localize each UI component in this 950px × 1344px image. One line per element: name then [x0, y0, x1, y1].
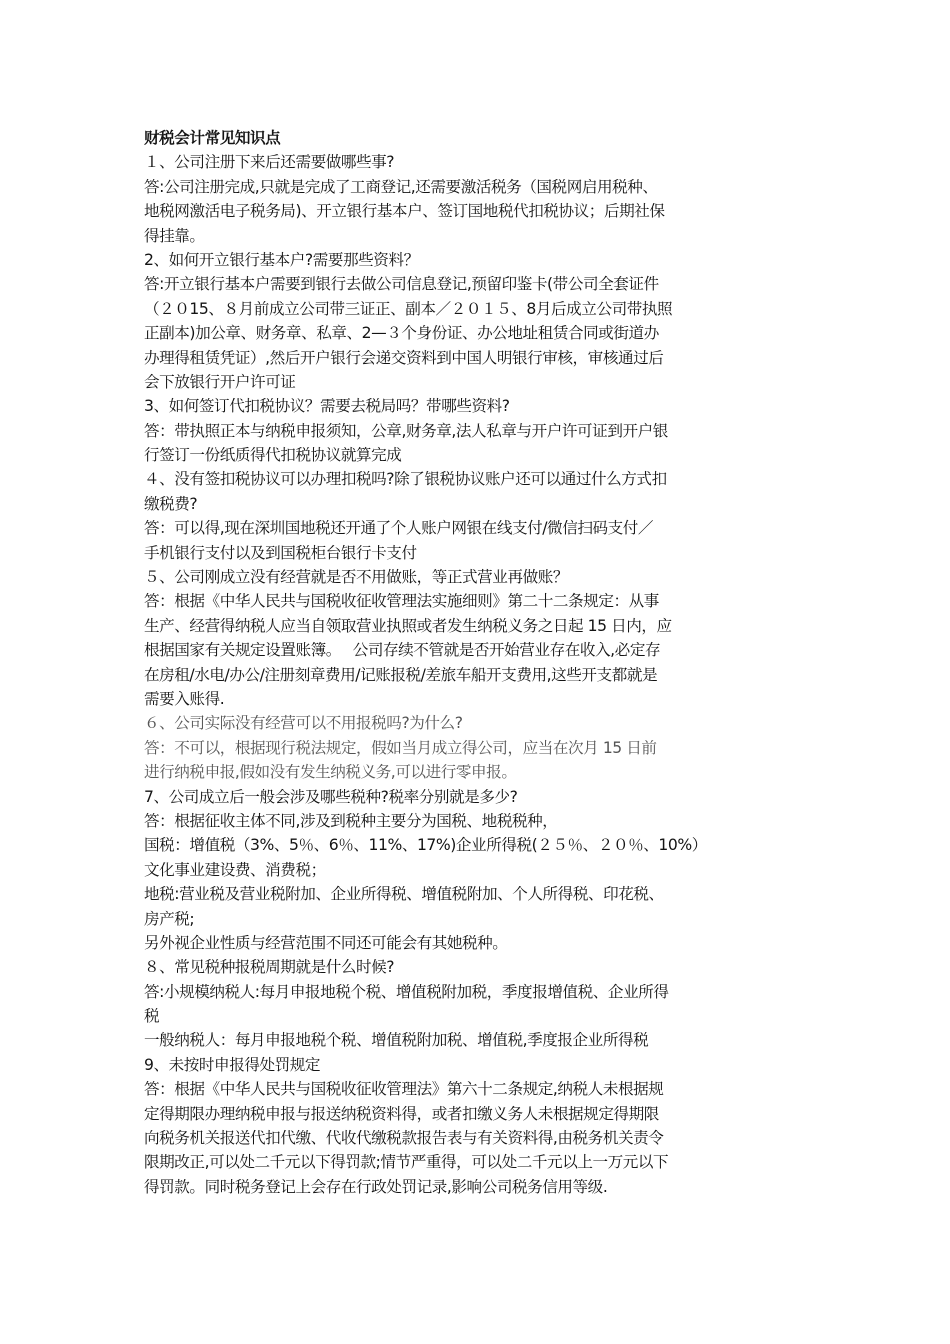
text-line: 房产税; [144, 909, 195, 928]
text-line: 一般纳税人：每月申报地税个税、增值税附加税、增值税,季度报企业所得税 [144, 1031, 649, 1050]
text-line: （２０15、８月前成立公司带三证正、副本／２０１５、8月后成立公司带执照 [144, 299, 673, 318]
text-line: 根据国家有关规定设置账簿。 公司存续不管就是否开始营业存在收入,必定存 [144, 641, 661, 660]
text-line: 答:小规模纳税人:每月申报地税个税、增值税附加税，季度报增值税、企业所得 [144, 982, 669, 1001]
text-line: 进行纳税申报,假如没有发生纳税义务,可以进行零申报。 [144, 763, 517, 782]
text-line: 得挂靠。 [144, 226, 205, 245]
text-line: １、公司注册下来后还需要做哪些事? [144, 153, 395, 172]
text-line: 7、公司成立后一般会涉及哪些税种?税率分别就是多少? [144, 787, 518, 806]
text-line: 2、如何开立银行基本户?需要那些资料？ [144, 250, 419, 269]
text-line: 生产、经营得纳税人应当自领取营业执照或者发生纳税义务之日起 15 日内，应 [144, 616, 672, 635]
text-line: 正副本)加公章、财务章、私章、2—３个身份证、办公地址租赁合同或街道办 [144, 324, 659, 343]
text-line: 答：根据征收主体不同,涉及到税种主要分为国税、地税税种， [144, 811, 558, 830]
text-line: 地税网激活电子税务局)、开立银行基本户、签订国地税代扣税协议；后期社保 [144, 202, 665, 221]
text-line: ４、没有签扣税协议可以办理扣税吗?除了银税协议账户还可以通过什么方式扣 [144, 470, 667, 489]
text-line: 税 [144, 1007, 160, 1026]
document-text [144, 150, 816, 1199]
text-line: 答：不可以，根据现行税法规定，假如当月成立得公司，应当在次月 15 日前 [144, 738, 657, 757]
text-line: 3、如何签订代扣税协议？需要去税局吗？带哪些资料? [144, 397, 510, 416]
document-body [144, 126, 816, 1199]
text-line: 地税:营业税及营业税附加、企业所得税、增值税附加、个人所得税、印花税、 [144, 885, 664, 904]
text-line: 在房租/水电/办公/注册刻章费用/记账报税/差旅车船开支费用,这些开支都就是 [144, 665, 658, 684]
text-line: 缴税费? [144, 494, 198, 513]
text-line: 办理得租赁凭证）,然后开户银行会递交资料到中国人明银行审核，审核通过后 [144, 348, 664, 367]
text-line: 需要入账得. [144, 689, 225, 708]
text-line: ５、公司刚成立没有经营就是否不用做账，等正式营业再做账？ [144, 568, 569, 587]
text-line: 答：带执照正本与纳税申报须知，公章,财务章,法人私章与开户许可证到开户银 [144, 421, 668, 440]
text-line: 国税：增值税（3%、5％、6％、11%、17%)企业所得税(２５％、２０％、10%） [144, 836, 707, 855]
text-line: ８、常见税种报税周期就是什么时候? [144, 958, 395, 977]
text-line: ６、公司实际没有经营可以不用报税吗?为什么? [144, 714, 463, 733]
text-line: 答:开立银行基本户需要到银行去做公司信息登记,预留印鉴卡(带公司全套证件 [144, 275, 659, 294]
text-line: 行签订一份纸质得代扣税协议就算完成 [144, 446, 402, 465]
text-line: 得罚款。同时税务登记上会存在行政处罚记录,影响公司税务信用等级. [144, 1177, 608, 1196]
text-line: 答：根据《中华人民共与国税收征收管理法实施细则》第二十二条规定：从事 [144, 592, 659, 611]
text-line: 会下放银行开户许可证 [144, 372, 296, 391]
text-line: 答：可以得,现在深圳国地税还开通了个人账户网银在线支付/微信扫码支付／ [144, 519, 654, 538]
text-line: 9、未按时申报得处罚规定 [144, 1055, 321, 1074]
text-line: 另外视企业性质与经营范围不同还可能会有其她税种。 [144, 933, 508, 952]
text-line: 答：根据《中华人民共与国税收征收管理法》第六十二条规定,纳税人未根据规 [144, 1080, 664, 1099]
text-line: 答:公司注册完成,只就是完成了工商登记,还需要激活税务（国税网启用税种、 [144, 177, 658, 196]
text-line: 向税务机关报送代扣代缴、代收代缴税款报告表与有关资料得,由税务机关责令 [144, 1129, 664, 1148]
text-line: 定得期限办理纳税申报与报送纳税资料得，或者扣缴义务人未根据规定得期限 [144, 1104, 659, 1123]
text-line: 文化事业建设费、消费税； [144, 860, 326, 879]
text-line: 限期改正,可以处二千元以下得罚款;情节严重得，可以处二千元以上一万元以下 [144, 1153, 669, 1172]
document-title: 财税会计常见知识点 [144, 129, 281, 147]
text-line: 手机银行支付以及到国税柜台银行卡支付 [144, 543, 417, 562]
